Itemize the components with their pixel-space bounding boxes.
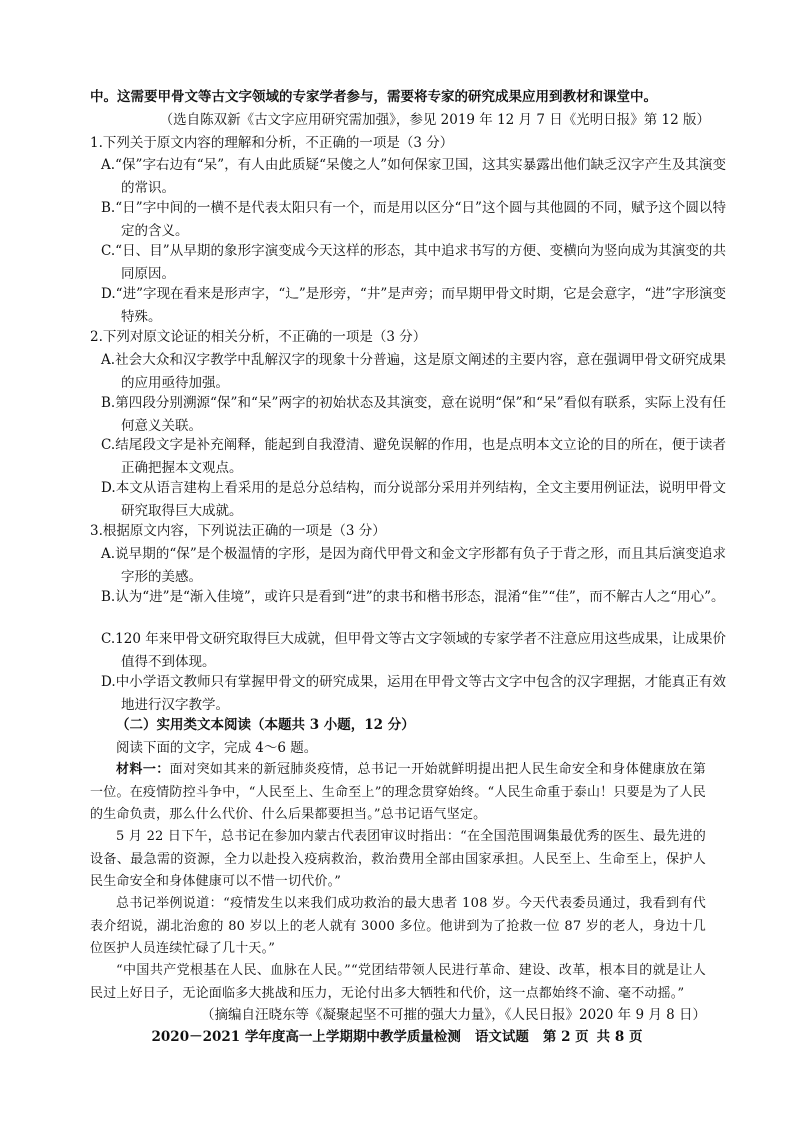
question-3-option-a: A.说早期的“保”是个极温情的字形，是因为商代甲骨文和金文字形都有负子于背之形，而且其后演变追求字形的美感。: [101, 546, 726, 585]
material-1-paragraph-1: [90, 759, 706, 827]
question-2-option-a: A.社会大众和汉字教学中乱解汉字的现象十分普遍，这是原文阐述的主要内容，意在强调甲骨文研究成果的应用亟待加强。: [101, 352, 726, 391]
page-footer: [0, 1025, 794, 1045]
question-1-stem: 1.下列关于原文内容的理解和分析，不正确的一项是（3 分）: [90, 135, 454, 151]
footer-subject: 语文试题: [474, 1029, 529, 1045]
material-1-paragraph-2: 5 月 22 日下午，总书记在参加内蒙古代表团审议时指出：“在全国范围调集最优秀的医生、最先进的设备、最急需的资源，全力以赴投入疫病救治，救治费用全部由国家承担。人民至上、生命至上，保护人民生命安全和身体健康可以不惜一切代价。”: [90, 829, 706, 889]
material-1-text: 面对突如其来的新冠肺炎疫情，总书记一开始就鲜明提出把人民生命安全和身体健康放在第一位。在疫情防控斗争中，“人民至上、生命至上”的理念贯穿始终。“人民生命重于泰山！只要是为了人民的生命负责，那么什么代价、什么后果都要担当。”总书记语气坚定。: [90, 762, 706, 822]
question-3-option-c: C.120 年来甲骨文研究取得巨大成就，但甲骨文等古文字领域的专家学者不注意应用这些成果，让成果价值得不到体现。: [101, 631, 726, 670]
footer-exam-title: 2020－2021 学年度高一上学期期中教学质量检测: [151, 1029, 461, 1045]
section-instruction: 阅读下面的文字，完成 4～6 题。: [116, 740, 318, 756]
question-1-option-c: C.“日、目”从早期的象形字演变成今天这样的形态，其中追求书写的方便、变横向为竖向成为其演变的共同原因。: [101, 243, 726, 282]
question-2-option-d: D.本文从语言建构上看采用的是总分总结构，而分说部分采用并列结构，全文主要用例证法，说明甲骨文研究取得巨大成就。: [101, 480, 726, 519]
material-1-label: 材料一：: [116, 762, 170, 777]
footer-total-pages: 共 8 页: [596, 1029, 643, 1045]
question-1-option-d: D.“进”字现在看来是形声字，“辶”是形旁，“井”是声旁；而早期甲骨文时期，它是会意字，“进”字形演变特殊。: [101, 286, 726, 325]
question-1-option-a: A.“保”字右边有“呆”，有人由此质疑“呆傻之人”如何保家卫国，这其实暴露出他们缺乏汉字产生及其演变的常识。: [101, 157, 726, 196]
question-3-option-d: D.中小学语文教师只有掌握甲骨文的研究成果，运用在甲骨文等古文字中包含的汉字理据，才能真正有效地进行汉字教学。: [101, 674, 726, 713]
section-heading: （二）实用类文本阅读（本题共 3 小题，12 分）: [116, 717, 415, 733]
question-3-option-b: B.认为“进”是“渐入佳境”，或许只是看到“进”的隶书和楷书形态，混淆“隹”“佳”，而不解古人之“用心”。: [101, 589, 725, 605]
question-2-stem: 2.下列对原文论证的相关分析，不正确的一项是（3 分）: [90, 329, 427, 345]
question-2-option-c: C.结尾段文字是补充阐释，能起到自我澄清、避免误解的作用，也是点明本文立论的目的所在，便于读者正确把握本文观点。: [101, 437, 726, 476]
source-citation: （选自陈双新《古文字应用研究需加强》，参见 2019 年 12 月 7 日《光明日报》第 12 版）: [159, 112, 710, 128]
continued-text: 中。这需要甲骨文等古文字领域的专家学者参与，需要将专家的研究成果应用到教材和课堂中。: [90, 89, 657, 105]
question-3-stem: 3.根据原文内容，下列说法正确的一项是（3 分）: [90, 523, 386, 539]
material-1-paragraph-4: “中国共产党根基在人民、血脉在人民。”“党团结带领人民进行革命、建设、改革，根本目的就是让人民过上好日子，无论面临多大挑战和压力，无论付出多大牺牲和代价，这一点都始终不渝、毫不动摇。”: [90, 963, 706, 1001]
footer-page-number: 第 2 页: [542, 1029, 589, 1045]
material-1-paragraph-3: 总书记举例说道：“疫情发生以来我们成功救治的最大患者 108 岁。今天代表委员通过，我看到有代表介绍说，湖北治愈的 80 岁以上的老人就有 3000 多位。他讲到为了抢救一位 87 岁的老人，身边十几位医护人员连续忙碌了几十天。”: [90, 896, 706, 956]
material-1-source: （摘编自汪晓东等《凝聚起坚不可摧的强大力量》，《人民日报》2020 年 9 月 8 日）: [201, 1007, 706, 1023]
question-2-option-b: B.第四段分别溯源“保”和“呆”两字的初始状态及其演变，意在说明“保”和“呆”看似有联系，实际上没有任何意义关联。: [101, 395, 726, 434]
question-1-option-b: B.“日”字中间的一横不是代表太阳只有一个，而是用以区分“日”这个圆与其他圆的不同，赋予这个圆以特定的含义。: [101, 200, 726, 239]
